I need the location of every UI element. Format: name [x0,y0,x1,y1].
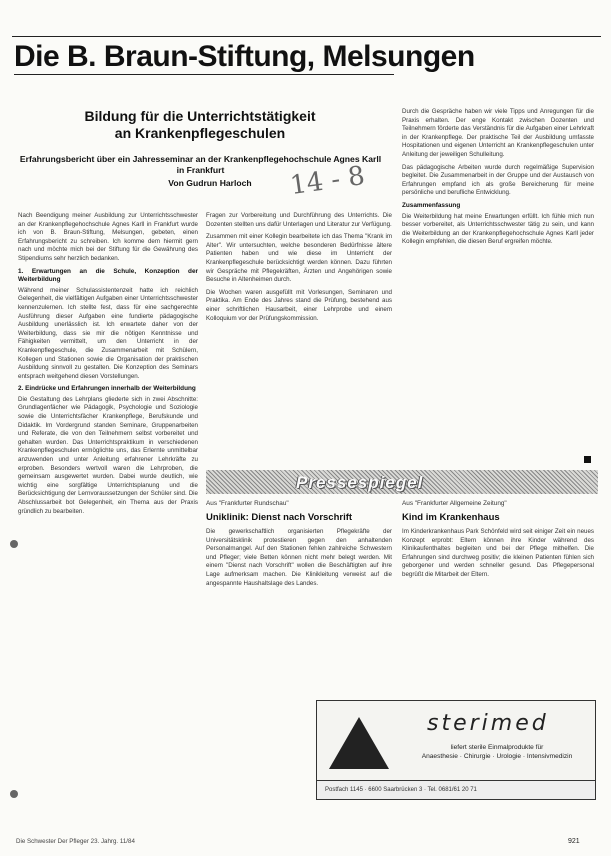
ad-claim-line1: liefert sterile Einmalprodukte für [450,744,544,751]
handwritten-note: 14 - 8 [288,160,367,202]
summary-paragraph: Die Weiterbildung hat meine Erwartungen erfüllt. Ich fühle mich nun besser vorbereitet, als Unterrichtsschwester tätig zu sein, und kann die Weiterbildung an der Krankenpflegehochschule Agnes Karll jeder Kollegin empfehlen, die diesen Beruf ergreifen möchte. [402,212,594,246]
press-right-paragraph: Im Kinderkrankenhaus Park Schönfeld wird seit einiger Zeit ein neues Konzept erprobt: Eltern können ihre Kinder während des Klinikaufenthaltes begleiten und bei der Pflege mithelfen. Die Erfahrungen sind durchweg positiv; die kleinen Patienten fühlen sich geborgener und werden schneller gesund. Das Pflegepersonal begrüßt die Mitarbeit der Eltern. [402,528,594,578]
middle-paragraph-2: Zusammen mit einer Kollegin bearbeitete ich das Thema "Krank im Alter". Wir untersuchten, welche besonderen Bedürfnisse ältere Patienten haben und wie diese im Unterricht der Krankenpflegeschule berücksichtigt werden können. Dazu führten wir Gespräche mit Pflegekräften, Ärzten und Angehörigen sowie Besuche in Altenheimen durch. [206,233,392,284]
sterimed-advertisement [316,700,596,800]
press-right-title: Kind im Krankenhaus [402,512,500,523]
ad-address: Postfach 1145 · 6600 Saarbrücken 3 · Tel. 0681/61 20 71 [317,780,595,799]
middle-column [206,212,392,462]
footer-publication: Die Schwester Der Pfleger 23. Jahrg. 11/84 [16,838,135,845]
article-title-line2: an Krankenpflegeschulen [114,125,286,141]
left-column [18,212,198,832]
pressespiegel-title: Pressespiegel [296,473,424,492]
press-left-paragraph: Die gewerkschaftlich organisierten Pflegekräfte der Universitätsklinik protestieren gegen den anhaltenden Personalmangel. Auf den Stationen fehlen zahlreiche Schwestern und Pfleger; viele Betten können nicht mehr belegt werden. Mit einem "Dienst nach Vorschrift" wollen die Beschäftigten auf ihre Lage aufmerksam machen. Die Klinikleitung verweist auf die angespannte Haushaltslage des Landes. [206,528,392,587]
press-left-title: Uniklinik: Dienst nach Vorschrift [206,512,353,523]
page-number: 921 [568,838,580,845]
ad-claim-line2: Anaesthesie · Chirurgie · Urologie · Intensivmedizin [421,753,573,760]
binder-hole [10,790,18,798]
binder-hole [10,540,18,548]
press-left-source: Aus "Frankfurter Rundschau" [206,500,289,507]
middle-paragraph-3: Die Wochen waren ausgefüllt mit Vorlesungen, Seminaren und Praktika. Am Ende des Jahres stand die Prüfung, bestehend aus einer schriftlichen Hausarbeit, einer Lehrprobe und einem Kolloquium vor der Prüfungskommission. [206,288,392,322]
page-headline: Die B. Braun-Stiftung, Melsungen [14,40,475,73]
article-subtitle: Erfahrungsbericht über ein Jahresseminar an der Krankenpflegehochschule Agnes Karll in Frankfurt [19,154,382,175]
article-title-line1: Bildung für die Unterrichtstätigkeit [84,108,316,124]
section1-paragraph: Während meiner Schulassistentenzeit hatte ich reichlich Gelegenheit, die vielfältigen Aufgaben einer Unterrichtsschwester kennenzulernen. Ich stellte fest, dass für eine sachgerechte Ausführung dieser Aufgaben eine fundierte pädagogische Ausbildung unerlässlich ist. Ich erwartete daher von der Weiterbildung, dass sie mir die nötigen Kenntnisse und Fähigkeiten vermittelt, um den Unterricht in der Krankenpflegeschule, die Zusammenarbeit mit Schülern, Kollegen und Stationen sowie die Organisation der praktischen Ausbildung sinnvoll zu gestalten. Die Konzeption des Seminars entsprach weitgehend diesen Vorstellungen. [18,286,198,380]
ad-brand: sterimed [427,711,549,736]
top-rule [12,36,601,37]
press-left-text [206,528,392,688]
intro-paragraph: Nach Beendigung meiner Ausbildung zur Unterrichtsschwester an der Krankenpflegehochschule Agnes Karll in Frankfurt wurde ich von B. Braun-Stiftung, Melsungen, gebeten, einen Erfahrungsbericht zu schreiben. Ich komme dem hiermit gern nach und möchte mich bei der Stiftung für die Gewährung des Stipendiums sehr herzlich bedanken. [18,212,198,262]
right-paragraph-2: Das pädagogische Arbeiten wurde durch regelmäßige Supervision begleitet. Die Zusammenarbeit in der Gruppe und der Austausch von Erfahrungen empfand ich als große Bereicherung für meine persönliche und berufliche Entwicklung. [402,163,594,197]
section2-paragraph: Die Gestaltung des Lehrplans gliederte sich in zwei Abschnitte: Grundlagenfächer wie Pädagogik, Psychologie und Soziologie sowie die Unterrichtsfächer Krankenpflege, Berufskunde und Didaktik. Im Vordergrund standen Seminare, Gruppenarbeiten und Referate, die von den Teilnehmern selbst vorbereitet und gehalten wurden. Das Unterrichtspraktikum in verschiedenen Krankenpflegeschulen ermöglichte uns, das Erlernte unmittelbar anzuwenden und unter Anleitung erfahrener Lehrkräfte zu erproben. Besonders wertvoll waren die Lehrproben, die gemeinsam ausgewertet wurden. Dabei wurde deutlich, wie wichtig eine sorgfältige Unterrichtsplanung und die Berücksichtigung der Lernvoraussetzungen der Schüler sind. Die Abschlussarbeit bot Gelegenheit, ein Thema aus der Praxis gründlich zu bearbeiten. [18,395,198,515]
triangle-logo-icon [329,717,389,769]
ad-claim [407,743,587,761]
end-mark [584,456,591,463]
press-right-text [402,528,594,688]
article-title [50,108,350,142]
right-column [402,108,594,458]
section2-heading: 2. Eindrücke und Erfahrungen innerhalb der Weiterbildung [18,385,196,393]
summary-heading: Zusammenfassung [402,201,461,209]
middle-paragraph-1: Fragen zur Vorbereitung und Durchführung des Unterrichts. Die Dozenten stellten uns dafür Unterlagen und Literatur zur Verfügung. [206,212,392,228]
headline-rule [14,74,394,75]
press-right-source: Aus "Frankfurter Allgemeine Zeitung" [402,500,507,507]
section1-heading: 1. Erwartungen an die Schule, Konzeption der Weiterbildung [18,267,198,284]
article-author: Von Gudrun Harloch [168,178,252,188]
right-paragraph-1: Durch die Gespräche haben wir viele Tipps und Anregungen für die Praxis erhalten. Der enge Kontakt zwischen Dozenten und Teilnehmern förderte das Verständnis für die Aufgaben einer Lehrkraft in der Krankenpflege. Der praktische Teil der Ausbildung umfasste Hospitationen und eigenen Unterricht an Krankenpflegeschulen unter Anleitung der jeweiligen Schulleitung. [402,108,594,158]
